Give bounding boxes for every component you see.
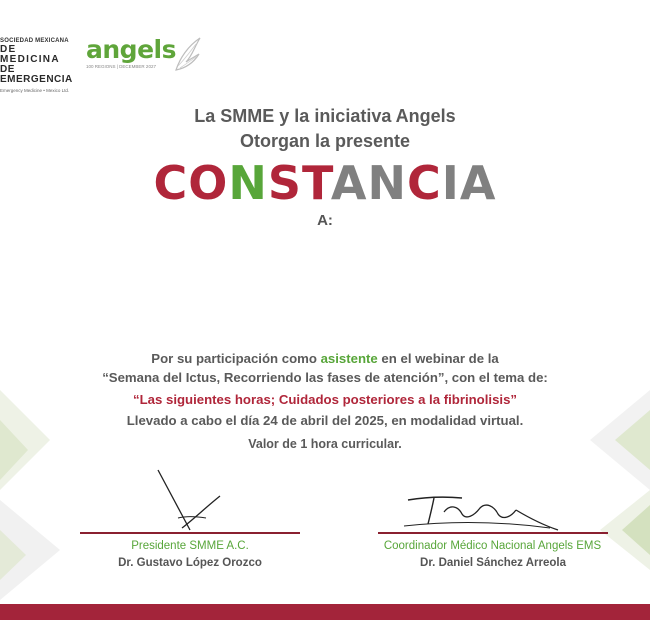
event-date-line: Llevado a cabo el día 24 de abril del 2025, en modalidad virtual. [126,413,524,428]
title-part-3: ST [267,156,331,210]
title-part-4: AN [330,156,407,210]
smme-logo-tagline: Emergency Medicine • Mexico Ltd. [0,88,70,93]
body-line1-pre: Por su participación como [151,351,321,366]
body-line1 [0,351,650,366]
smme-logo-line1: SOCIEDAD MEXICANA [0,38,69,44]
right-signer-name: Dr. Daniel Sánchez Arreola [420,557,566,569]
angels-subline: 100 REGIONS | DECEMBER 2027 [86,64,156,69]
webinar-topic: “Las siguientes horas; Cuidados posteriores a la fibrinolisis” [133,392,517,407]
curricular-value: Valor de 1 hora curricular. [248,437,402,451]
participation-role: asistente [320,351,378,366]
title-part-6: IA [441,156,497,210]
certificate-title [0,157,650,209]
body-line1-post: en el webinar de la [377,351,499,366]
heading-line2: Otorgan la presente [239,131,411,151]
angels-logo [86,36,206,80]
left-chevron-decoration [0,350,80,610]
recipient-label: A: [317,212,333,229]
left-signature-line [80,532,300,534]
bottom-bar [0,604,650,620]
smme-logo-line3: DE EMERGENCIA [0,64,73,85]
right-signature-line [378,532,608,534]
right-signer-role: Coordinador Médico Nacional Angels EMS [383,540,602,552]
title-part-5: C [406,156,442,210]
left-signer-role: Presidente SMME A.C. [131,540,249,552]
left-signature [150,466,230,536]
title-part-2: N [228,156,268,210]
right-signature [400,490,570,535]
left-signer-name: Dr. Gustavo López Orozco [118,557,262,569]
heading-line1: La SMME y la iniciativa Angels [194,106,456,126]
wing-icon [172,36,202,76]
angels-wordmark: angels [86,35,176,64]
title-part-1: CO [153,156,229,210]
body-line2: “Semana del Ictus, Recorriendo las fases de atención”, con el tema de: [102,370,548,385]
smme-logo-line2: DE MEDICINA [0,44,60,65]
smme-logo [0,38,78,93]
